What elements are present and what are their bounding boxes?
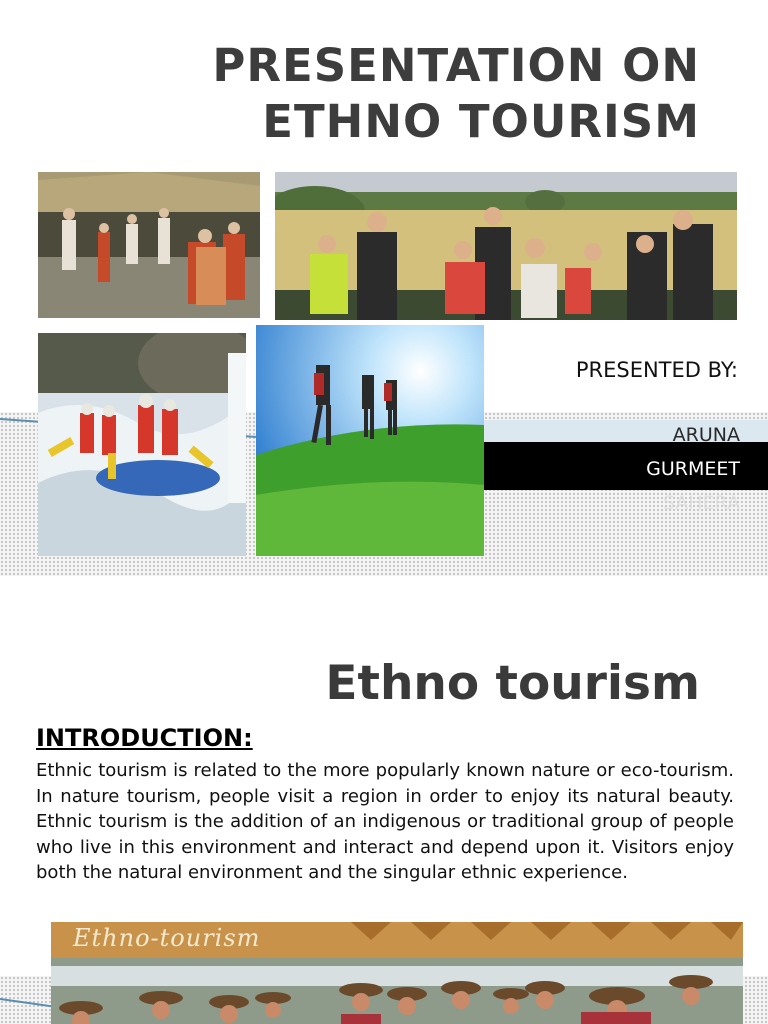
slide-heading: Ethno tourism	[325, 656, 700, 711]
ethno-tourism-banner-image	[51, 922, 743, 1024]
introduction-paragraph: Ethnic tourism is related to the more popularly known nature or eco-tourism. In nature tourism, people visit a region in order to enjoy its natural beauty. Ethnic tourism is the addition of an indigenous or traditional group of people who live in this environment and interact and depend upon it. Visitors enjoy both the natural environment and the singular ethnic experience.	[36, 760, 734, 883]
banner-caption: Ethno-tourism	[73, 924, 261, 952]
cyclists-photo	[275, 172, 737, 320]
rafting-photo	[38, 333, 246, 556]
presenter-name: SAHERA	[662, 492, 740, 514]
title-line-2: ETHNO TOURISM	[262, 95, 700, 148]
presentation-title	[212, 38, 700, 150]
village-dance-photo	[38, 172, 260, 318]
title-line-1: PRESENTATION ON	[212, 39, 700, 92]
introduction-heading: INTRODUCTION:	[36, 724, 253, 752]
presented-by-label: PRESENTED BY:	[575, 358, 738, 382]
hikers-photo	[256, 325, 484, 556]
introduction-slide	[0, 576, 768, 1024]
presenter-name: ARUNA	[672, 424, 740, 446]
presenter-name: GURMEET	[646, 458, 740, 480]
